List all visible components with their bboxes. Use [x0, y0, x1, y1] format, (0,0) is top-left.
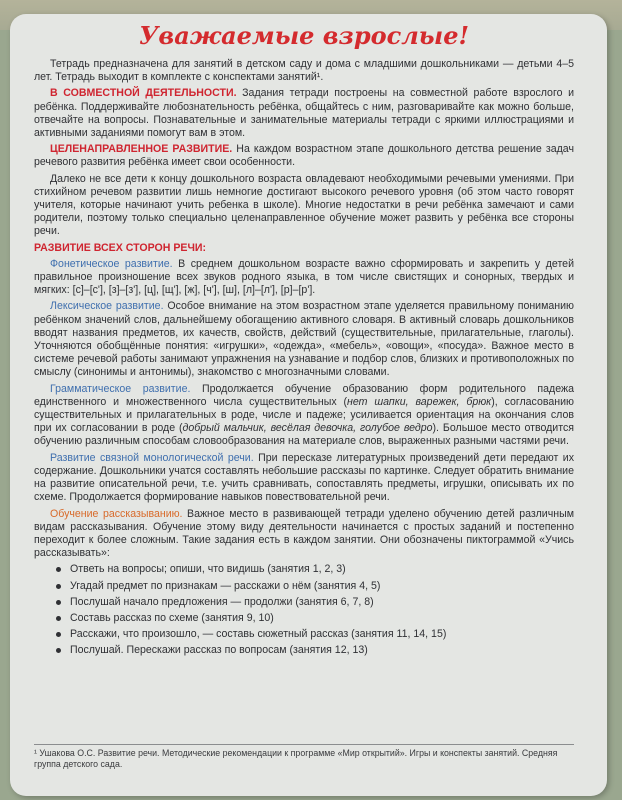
lexical-paragraph [34, 300, 574, 379]
lexical-text: Особое внимание на этом возрастном этапе уделяется правильному пониманию ребёнком значений слов, дальнейшему обогащению активного словаря. В активный словарь дошкольников вводят названия предметов, их качеств, свойств, действий (существительные, прилагательные, глаголы). Уточняются обобщённые понятия: «игрушки», «одежда», «мебель», «овощи», «посуда». Важное место в системе речевой работы занимают упражнения на узнавание и подбор слов, близких и противоположных по смыслу (синонимы и антонимы), знакомство с многозначными словами. [34, 300, 574, 379]
list-item: Послушай. Перескажи рассказ по вопросам (занятия 12, 13) [56, 644, 574, 657]
phonetic-label: Фонетическое развитие. [50, 257, 173, 270]
joint-activity-paragraph [34, 87, 574, 140]
list-item: Угадай предмет по признакам — расскажи о нём (занятия 4, 5) [56, 580, 574, 593]
grammar-example-1: нет шапки, варежек, брюк [347, 395, 492, 408]
lexical-label: Лексическое развитие. [50, 300, 164, 313]
page-title: Уважаемые взрослые! [138, 21, 470, 50]
phonetic-paragraph [34, 258, 574, 298]
grammar-text-3: ). Большое место отводится обучению различным способам словообразования на материале слов, выраженных разными частями речи. [34, 422, 574, 448]
coherent-speech-text: При пересказе литературных произведений дети передают их содержание. Дошкольники учатся составлять небольшие рассказы по картинке. Следует обратить внимание на развитие описательной речи, т.е. учить сравнивать, сопоставлять предметы, игрушки, описывать их по схеме. Продолжается формирование навыков повествовательной речи. [34, 451, 574, 504]
grammar-text-2: ), согласованию существительных и прилагательных в роде, числе и падеже; усиливается ориентация на окончания слов при их согласовании в роде ( [34, 395, 574, 435]
list-item: Ответь на вопросы; опиши, что видишь (занятия 1, 2, 3) [56, 563, 574, 576]
joint-activity-text: Задания тетради построены на совместной работе взрослого и ребёнка. Поддерживайте любознательность ребёнка, общайтесь с ним, разговаривайте как можно больше, отвечайте на вопросы. Познавательные и занимательные материалы тетради с яркими иллюстрациями и активными заданиями помогут вам в этом. [34, 87, 574, 140]
footnote: ¹ Ушакова О.С. Развитие речи. Методические рекомендации к программе «Мир открытий». Игры и конспекты занятий. Средняя группа детского сада. [34, 744, 574, 770]
phonetic-text: В среднем дошкольном возрасте важно сформировать и закрепить у детей правильное произношение всех звуков родного языка, в том числе свистящих и сонорных, твердых и мягких: [с]–[с'], [з]–[з'], [ц], [щ'], [ж], [ч'], [ш], [л]–[л'], [р]–[р']. [34, 257, 574, 297]
grammar-label: Грамматическое развитие. [50, 382, 191, 395]
purposeful-paragraph-2: Далеко не все дети к концу дошкольного возраста овладевают необходимыми речевыми умениями. При стихийном речевом развитии лишь немногие достигают высокого речевого уровня (об этом часто говорят учителя, которые начинают учить ребенка в школе). Многие недостатки в речи ребёнка замечают и сами родители, поэтому только специально целенаправленное обучение может развить у ребёнка все стороны речи. [34, 172, 574, 238]
all-sides-heading: РАЗВИТИЕ ВСЕХ СТОРОН РЕЧИ: [34, 241, 207, 254]
page-content [34, 22, 574, 661]
purposeful-heading: ЦЕЛЕНАПРАВЛЕННОЕ РАЗВИТИЕ. [50, 143, 233, 156]
storytelling-list [56, 563, 574, 657]
list-item: Составь рассказ по схеме (занятия 9, 10) [56, 612, 574, 625]
list-item: Послушай начало предложения — продолжи (занятия 6, 7, 8) [56, 596, 574, 609]
list-item: Расскажи, что произошло, — составь сюжетный рассказ (занятия 11, 14, 15) [56, 628, 574, 641]
joint-activity-heading: В СОВМЕСТНОЙ ДЕЯТЕЛЬНОСТИ. [50, 87, 237, 100]
storytelling-paragraph [34, 508, 574, 561]
grammar-text-1: Продолжается обучение образованию форм родительного падежа единственного и множественного числа существительных ( [34, 382, 574, 408]
purposeful-text: На каждом возрастном этапе дошкольного детства решение задач речевого развития ребёнка имеет свои особенности. [34, 143, 574, 169]
intro-paragraph: Тетрадь предназначена для занятий в детском саду и дома с младшими дошкольниками — детьми 4–5 лет. Тетрадь выходит в комплекте с конспектами занятий¹. [34, 58, 574, 84]
grammar-example-2: добрый мальчик, весёлая девочка, голубое ведро [182, 422, 433, 435]
coherent-speech-label: Развитие связной монологической речи. [50, 451, 254, 464]
storytelling-text: Важное место в развивающей тетради уделено обучению детей различным видам рассказывания. Обучение этому виду деятельности начинается с простых заданий и постепенно переходит к более сложным. Такие задания есть в каждом занятии. Они обозначены пиктограммой «Учись рассказывать»: [34, 507, 574, 560]
storytelling-label: Обучение рассказыванию. [50, 507, 183, 520]
grammar-paragraph [34, 383, 574, 449]
purposeful-paragraph [34, 143, 574, 169]
coherent-speech-paragraph [34, 452, 574, 505]
